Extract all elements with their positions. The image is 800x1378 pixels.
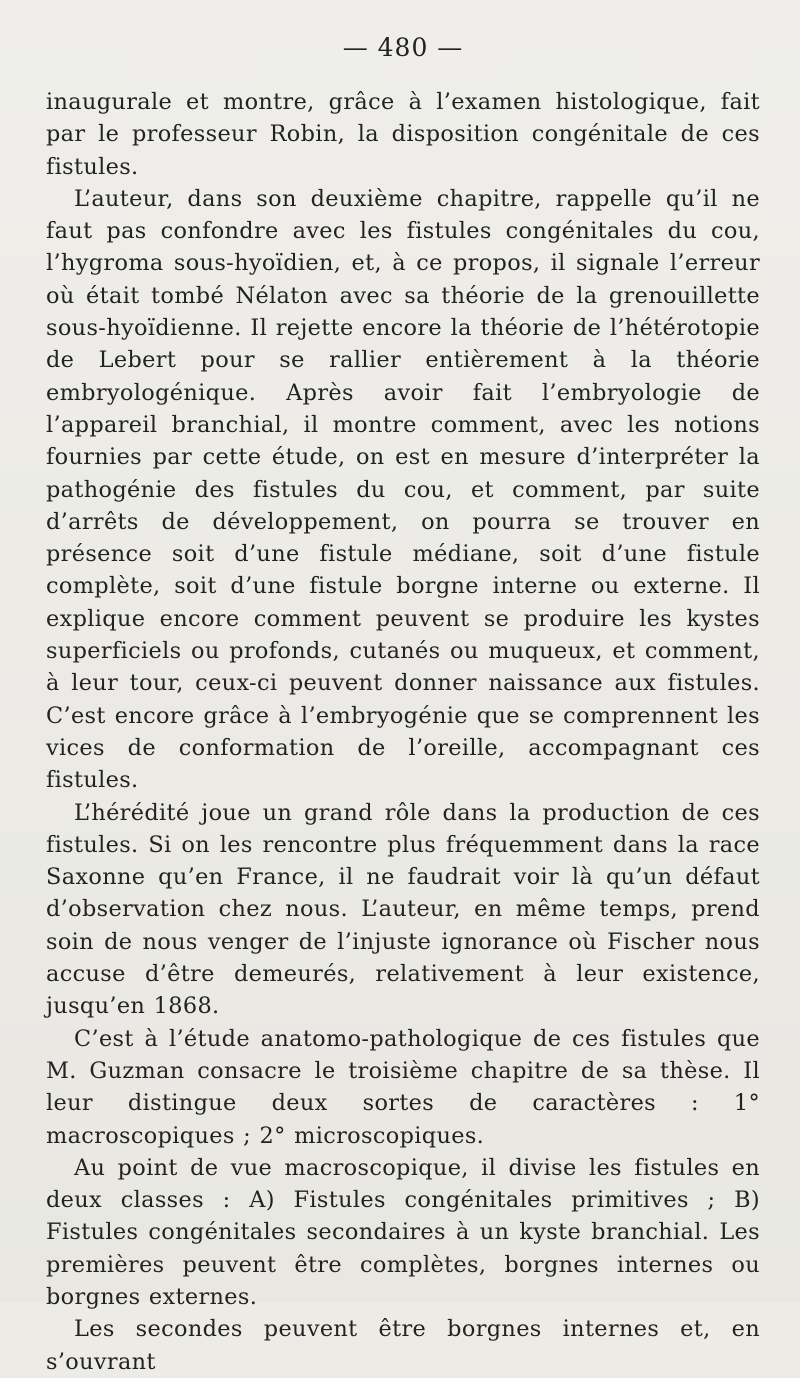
paragraph-2: L’auteur, dans son deuxième chapitre, rappelle qu’il ne faut pas confondre avec les fistules congénitales du cou, l’hygroma sous-hyoïdien, et, à ce propos, il signale l’erreur où était tombé Nélaton avec sa théorie de la grenouillette sous-hyoïdienne. Il rejette encore la théorie de l’hétérotopie de Lebert pour se rallier entièrement à la théorie embryologénique. Après avoir fait l’embryologie de l’appareil branchial, il montre comment, avec les notions fournies par cette étude, on est en mesure d’interpréter la pathogénie des fistules du cou, et comment, par suite d’arrêts de développement, on pourra se trouver en présence soit d’une fistule médiane, soit d’une fistule complète, soit d’une fistule borgne interne ou externe. Il explique encore comment peuvent se produire les kystes superficiels ou profonds, cutanés ou muqueux, et comment, à leur tour, ceux-ci peuvent donner naissance aux fistules. C’est encore grâce à l’embryogénie que se comprennent les vices de conformation de l’oreille, accompagnant ces fistules. — [46, 185, 760, 794]
page-number: — 480 — — [342, 33, 464, 62]
paragraph-4: C’est à l’étude anatomo-pathologique de ces fistules que M. Guzman consacre le troisième chapitre de sa thèse. Il leur distingue deux sortes de caractères : 1° macroscopiques ; 2° microscopiques. — [46, 1025, 760, 1149]
paragraph-6: Les secondes peuvent être borgnes internes et, en s’ouvrant — [46, 1316, 760, 1375]
paragraph-1: inaugurale et montre, grâce à l’examen histologique, fait par le professeur Robin, la disposition congénitale de ces fistules. — [46, 89, 760, 180]
paragraph-5: Au point de vue macroscopique, il divise les fistules en deux classes : A) Fistules congénitales primitives ; B) Fistules congénitales secondaires à un kyste branchial. Les premières peuvent être complètes, borgnes internes ou borgnes externes. — [46, 1154, 760, 1310]
paragraph-3: L’hérédité joue un grand rôle dans la production de ces fistules. Si on les rencontre plus fréquemment dans la race Saxonne qu’en France, il ne faudrait voir là qu’un défaut d’observation chez nous. L’auteur, en même temps, prend soin de nous venger de l’injuste ignorance où Fischer nous accuse d’être demeurés, relativement à leur existence, jusqu’en 1868. — [46, 799, 760, 1020]
body-text — [46, 86, 760, 1378]
